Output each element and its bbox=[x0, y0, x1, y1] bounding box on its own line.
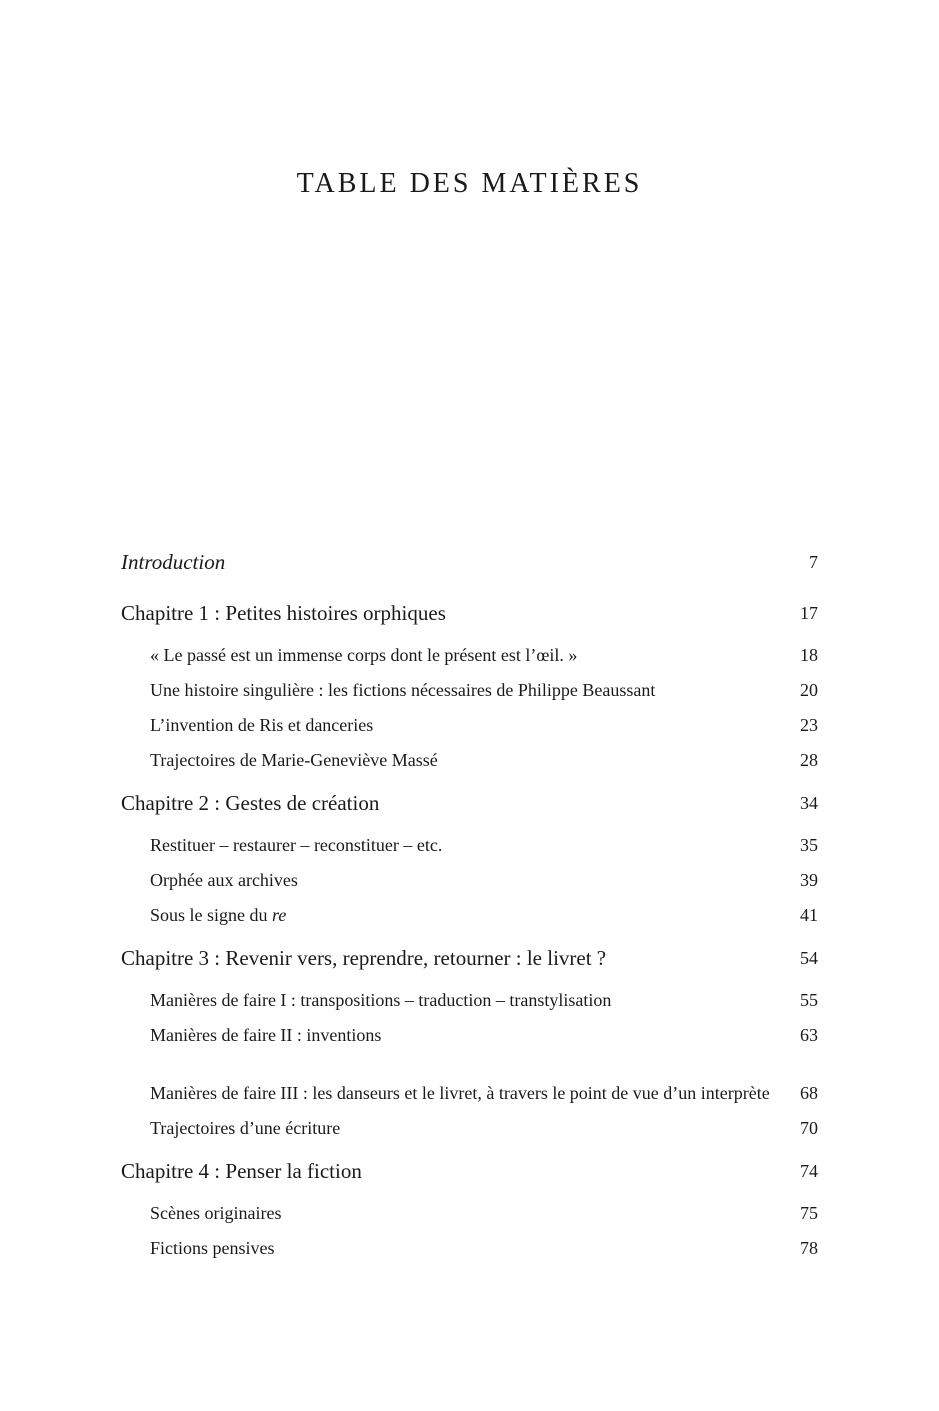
toc-section[interactable] bbox=[121, 1189, 818, 1224]
toc-section-page-number: 39 bbox=[800, 870, 818, 890]
toc-section[interactable] bbox=[121, 666, 818, 701]
toc-entry-page-number: 7 bbox=[809, 552, 818, 572]
toc-section[interactable] bbox=[121, 1046, 818, 1104]
toc-section[interactable] bbox=[121, 1011, 818, 1046]
toc-section-label: Manières de faire II : inventions bbox=[150, 1025, 382, 1045]
toc-section-label-emphasis: re bbox=[272, 905, 287, 925]
toc-section[interactable] bbox=[121, 631, 818, 666]
toc-section-page-number: 75 bbox=[800, 1203, 818, 1223]
chapter-group-4 bbox=[121, 1155, 818, 1259]
toc-entry-label: Introduction bbox=[121, 550, 226, 574]
toc-section-label-text: Sous le signe du bbox=[150, 905, 273, 925]
toc-section-page-number: 23 bbox=[800, 715, 818, 735]
toc-section[interactable] bbox=[121, 856, 818, 891]
toc-chapter-2[interactable] bbox=[121, 787, 818, 819]
toc-section-label: « Le passé est un immense corps dont le présent est l’œil. » bbox=[150, 645, 578, 665]
toc-chapter-label: Chapitre 2 : Gestes de création bbox=[121, 791, 380, 815]
toc-section-page-number: 28 bbox=[800, 750, 818, 770]
toc-section-page-number: 68 bbox=[800, 1083, 818, 1103]
toc-chapter-1[interactable] bbox=[121, 597, 818, 629]
toc-chapter-4[interactable] bbox=[121, 1155, 818, 1187]
toc-chapter-label: Chapitre 3 : Revenir vers, reprendre, retourner : le livret ? bbox=[121, 946, 607, 970]
toc-chapter-page-number: 74 bbox=[800, 1161, 818, 1181]
toc-section-page-number: 70 bbox=[800, 1118, 818, 1138]
page-title: TABLE DES MATIÈRES bbox=[296, 168, 643, 199]
toc-section-label: Manières de faire I : transpositions – traduction – transtylisation bbox=[150, 990, 612, 1010]
toc-section[interactable] bbox=[121, 891, 818, 926]
toc-section-label: Fictions pensives bbox=[150, 1238, 275, 1258]
toc-section[interactable] bbox=[121, 976, 818, 1011]
toc-section-label bbox=[150, 904, 788, 926]
toc-section-label: Trajectoires de Marie-Geneviève Massé bbox=[150, 750, 438, 770]
toc-chapter-label: Chapitre 1 : Petites histoires orphiques bbox=[121, 601, 446, 625]
toc-section-label: L’invention de Ris et danceries bbox=[150, 715, 374, 735]
toc-chapter-page-number: 54 bbox=[800, 948, 818, 968]
toc-section-label: Orphée aux archives bbox=[150, 870, 298, 890]
table-of-contents bbox=[121, 546, 818, 1275]
toc-section-label: Une histoire singulière : les fictions nécessaires de Philippe Beaussant bbox=[150, 680, 656, 700]
toc-section-page-number: 78 bbox=[800, 1238, 818, 1258]
chapter-group-2 bbox=[121, 787, 818, 926]
toc-chapter-3[interactable] bbox=[121, 942, 818, 974]
toc-section-label: Manières de faire III : les danseurs et le livret, à travers le point de vue d’un interprète bbox=[150, 1083, 770, 1103]
toc-section-label: Restituer – restaurer – reconstituer – etc. bbox=[150, 835, 443, 855]
toc-chapter-label: Chapitre 4 : Penser la fiction bbox=[121, 1159, 362, 1183]
chapter-group-1 bbox=[121, 597, 818, 771]
toc-section-page-number: 63 bbox=[800, 1025, 818, 1045]
toc-section-page-number: 35 bbox=[800, 835, 818, 855]
toc-section[interactable] bbox=[121, 1104, 818, 1139]
toc-chapter-page-number: 34 bbox=[800, 793, 818, 813]
chapter-group-3 bbox=[121, 942, 818, 1139]
toc-section-page-number: 18 bbox=[800, 645, 818, 665]
toc-entry-introduction[interactable] bbox=[121, 546, 818, 578]
toc-section[interactable] bbox=[121, 736, 818, 771]
toc-section-page-number: 55 bbox=[800, 990, 818, 1010]
toc-section-label: Trajectoires d’une écriture bbox=[150, 1118, 341, 1138]
toc-section[interactable] bbox=[121, 701, 818, 736]
toc-section[interactable] bbox=[121, 821, 818, 856]
toc-chapter-page-number: 17 bbox=[800, 603, 818, 623]
toc-section[interactable] bbox=[121, 1224, 818, 1259]
toc-section-label: Scènes originaires bbox=[150, 1203, 282, 1223]
toc-section-page-number: 20 bbox=[800, 680, 818, 700]
toc-section-page-number: 41 bbox=[800, 905, 818, 925]
